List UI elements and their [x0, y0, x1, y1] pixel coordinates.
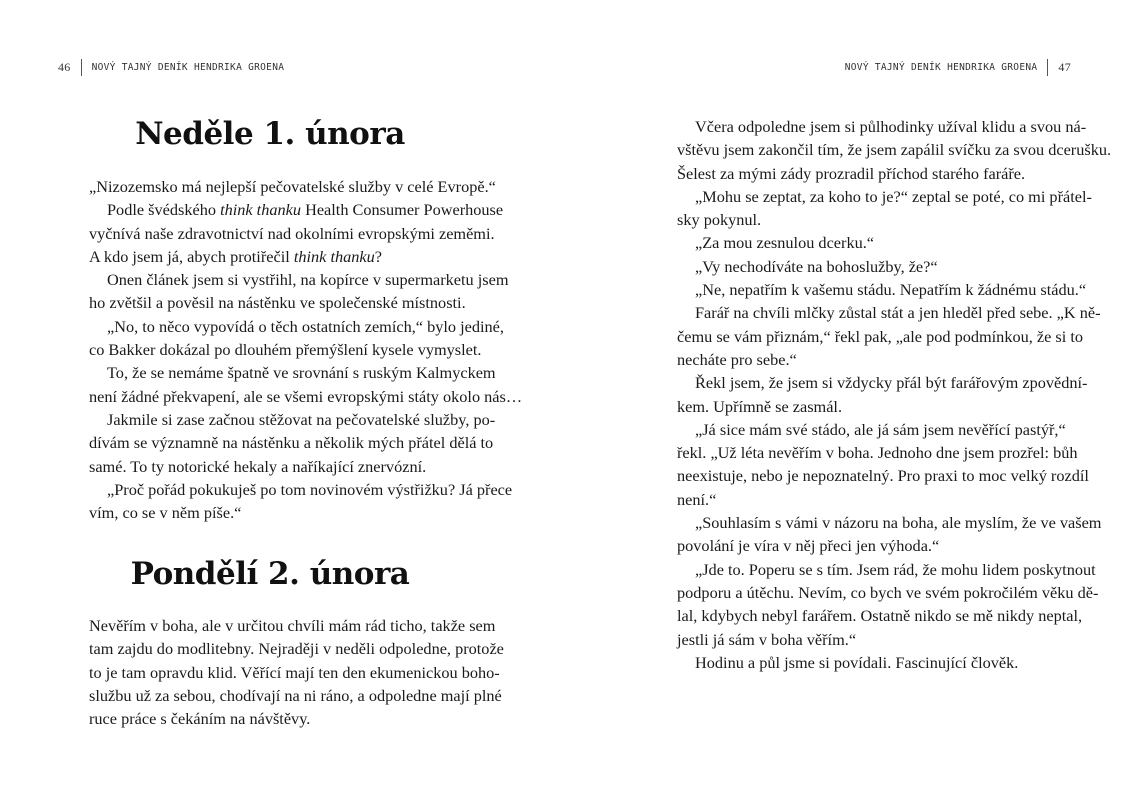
text-line	[89, 637, 504, 660]
text-run: ?	[374, 246, 382, 266]
text-run: neexistuje, nebo je nepoznatelný. Pro praxi to moc velký rozdíl	[677, 466, 1089, 486]
text-line	[89, 222, 495, 245]
text-run: ho zvětšil a pověsil na nástěnku ve společenské místnosti.	[89, 293, 466, 313]
text-run: Nevěřím v boha, ale v určitou chvíli mám rád ticho, takže sem	[89, 616, 496, 635]
text-run: jestli já sám v boha věřím.“	[677, 629, 857, 649]
text-line	[677, 115, 1087, 138]
text-run: Onen článek jsem si vystřihl, na kopírce v supermarketu jsem	[107, 270, 509, 290]
text-line	[677, 301, 1101, 324]
text-line	[89, 431, 494, 454]
text-line	[677, 395, 1039, 418]
page-number: 46	[58, 60, 71, 74]
text-line	[677, 604, 1083, 627]
text-line	[89, 385, 523, 408]
book-title: NOVÝ TAJNÝ DENÍK HENDRIKA GROENA	[91, 62, 285, 73]
text-line	[677, 418, 1066, 441]
text-run: řekl. „Už léta nevěřím v boha. Jednoho dne jsem prozřel: bůh	[677, 443, 1078, 463]
text-run: službu už za sebou, chodívají na ni ráno, a odpoledne mají plné	[89, 685, 502, 705]
text-run: Řekl jsem, že jsem si vždycky přál být farářovým zpovědní-	[695, 373, 1088, 393]
text-line	[677, 371, 1088, 394]
text-line	[89, 661, 500, 684]
text-line	[677, 185, 1092, 208]
text-run: „Ne, nepatřím k vašemu stádu. Nepatřím k žádnému stádu.“	[695, 280, 1087, 300]
text-run: „No, to něco vypovídá o těch ostatních zemích,“ bylo jediné,	[107, 316, 504, 336]
text-run: není žádné překvapení, ale se všemi evropskými státy okolo nás…	[89, 386, 523, 406]
text-line	[677, 138, 1112, 161]
italic-text: think thanku	[293, 246, 375, 266]
text-run: A kdo jsem já, abych protiřečil	[89, 246, 294, 266]
text-run: „Já sice mám své stádo, ale já sám jsem nevěřící pastýř,“	[695, 419, 1066, 439]
header-divider	[81, 59, 82, 76]
text-run: Šelest za mými zády prozradil příchod starého faráře.	[677, 163, 1026, 183]
text-run: dívám se významně na nástěnku a několik mých přátel dělá to	[89, 433, 494, 453]
text-line	[677, 628, 1039, 651]
text-run: podporu a útěchu. Nevím, co bych ve svém pokročilém věku dě-	[677, 582, 1099, 602]
running-header-right	[845, 59, 1071, 76]
italic-text: think thanku	[220, 200, 301, 220]
text-line	[89, 501, 451, 524]
book-title: NOVÝ TAJNÝ DENÍK HENDRIKA GROENA	[844, 62, 1038, 73]
text-run: kem. Upřímně se zasmál.	[677, 396, 843, 416]
text-run: tam zajdu do modlitebny. Nejraději v neděli odpoledne, protože	[89, 639, 504, 659]
text-line	[677, 488, 1039, 511]
text-run: Health Consumer Powerhouse	[301, 200, 504, 220]
text-line	[677, 464, 1089, 487]
text-line	[89, 684, 502, 707]
text-line	[89, 455, 451, 478]
text-line	[89, 245, 451, 268]
text-run: není.“	[677, 489, 717, 509]
text-run: necháte pro sebe.“	[677, 349, 797, 369]
text-line	[89, 315, 504, 338]
text-run: to je tam opravdu klid. Věřící mají ten den ekumenickou boho-	[89, 662, 500, 682]
text-run: sky pokynul.	[677, 210, 762, 230]
text-run: „Vy nechodíváte na bohoslužby, že?“	[695, 256, 938, 276]
text-line	[89, 707, 451, 730]
text-run: vyčnívá naše zdravotnictví nad okolními evropskými zeměmi.	[89, 223, 495, 243]
entry-body	[89, 614, 504, 730]
text-line	[677, 581, 1099, 604]
text-line	[677, 348, 1039, 371]
text-run: lal, kdybych nebyl farářem. Ostatně nikdo se mě nikdy neptal,	[677, 606, 1083, 626]
text-line	[89, 361, 496, 384]
text-line	[677, 651, 1039, 674]
entry-body	[677, 115, 1112, 674]
text-line	[89, 198, 504, 221]
text-run: povolání je víra v něj přeci jen výhoda.“	[677, 536, 940, 556]
entry-body	[89, 175, 523, 524]
running-header-left	[58, 59, 284, 76]
text-run: „Za mou zesnulou dcerku.“	[695, 233, 875, 253]
text-run: „Jde to. Poperu se s tím. Jsem rád, že mohu lidem poskytnout	[695, 559, 1096, 579]
page-number: 47	[1058, 60, 1071, 74]
text-line	[89, 478, 513, 501]
entry-heading: Pondělí 2. února	[130, 556, 410, 592]
text-line	[677, 255, 1039, 278]
text-line	[677, 325, 1083, 348]
text-run: „Souhlasím s vámi v názoru na boha, ale myslím, že ve vašem	[695, 513, 1102, 533]
text-line	[677, 162, 1039, 185]
text-run: co Bakker dokázal po dlouhém přemýšlení kysele vymyslet.	[89, 340, 482, 360]
text-line	[89, 338, 482, 361]
text-run: Farář na chvíli mlčky zůstal stát a jen hleděl před sebe. „K ně-	[695, 303, 1101, 323]
text-run: Hodinu a půl jsme si povídali. Fascinující člověk.	[695, 652, 1019, 672]
entry-heading: Neděle 1. února	[135, 116, 405, 152]
text-run: ruce práce s čekáním na návštěvy.	[89, 709, 311, 729]
text-run: vštěvu jsem zakončil tím, že jsem zapálil svíčku za svou dcerušku.	[677, 140, 1112, 160]
text-run: „Nizozemsko má nejlepší pečovatelské služby v celé Evropě.“	[89, 177, 496, 196]
text-line	[677, 278, 1087, 301]
text-run: To, že se nemáme špatně ve srovnání s ruským Kalmyckem	[107, 363, 496, 383]
text-run: „Mohu se zeptat, za koho to je?“ zeptal se poté, co mi přátel-	[695, 186, 1092, 206]
text-line	[677, 208, 1039, 231]
text-line	[89, 408, 496, 431]
text-line	[677, 558, 1096, 581]
text-line	[89, 291, 466, 314]
text-line	[89, 175, 496, 198]
text-line	[677, 534, 1039, 557]
text-run: vím, co se v něm píše.“	[89, 503, 242, 523]
text-run: „Proč pořád pokukuješ po tom novinovém výstřižku? Já přece	[107, 479, 513, 499]
text-line	[677, 231, 1039, 254]
text-run: Včera odpoledne jsem si půlhodinky užíval klidu a svou ná-	[695, 117, 1087, 136]
text-line	[677, 511, 1102, 534]
text-line	[677, 441, 1078, 464]
text-run: samé. To ty notorické hekaly a naříkající znervózní.	[89, 456, 427, 476]
text-line	[89, 614, 496, 637]
text-line	[89, 268, 509, 291]
text-run: čemu se vám přiznám,“ řekl pak, „ale pod podmínkou, že si to	[677, 326, 1083, 346]
header-divider	[1047, 59, 1048, 76]
text-run: Podle švédského	[107, 200, 221, 220]
text-run: Jakmile si zase začnou stěžovat na pečovatelské služby, po-	[107, 409, 496, 429]
